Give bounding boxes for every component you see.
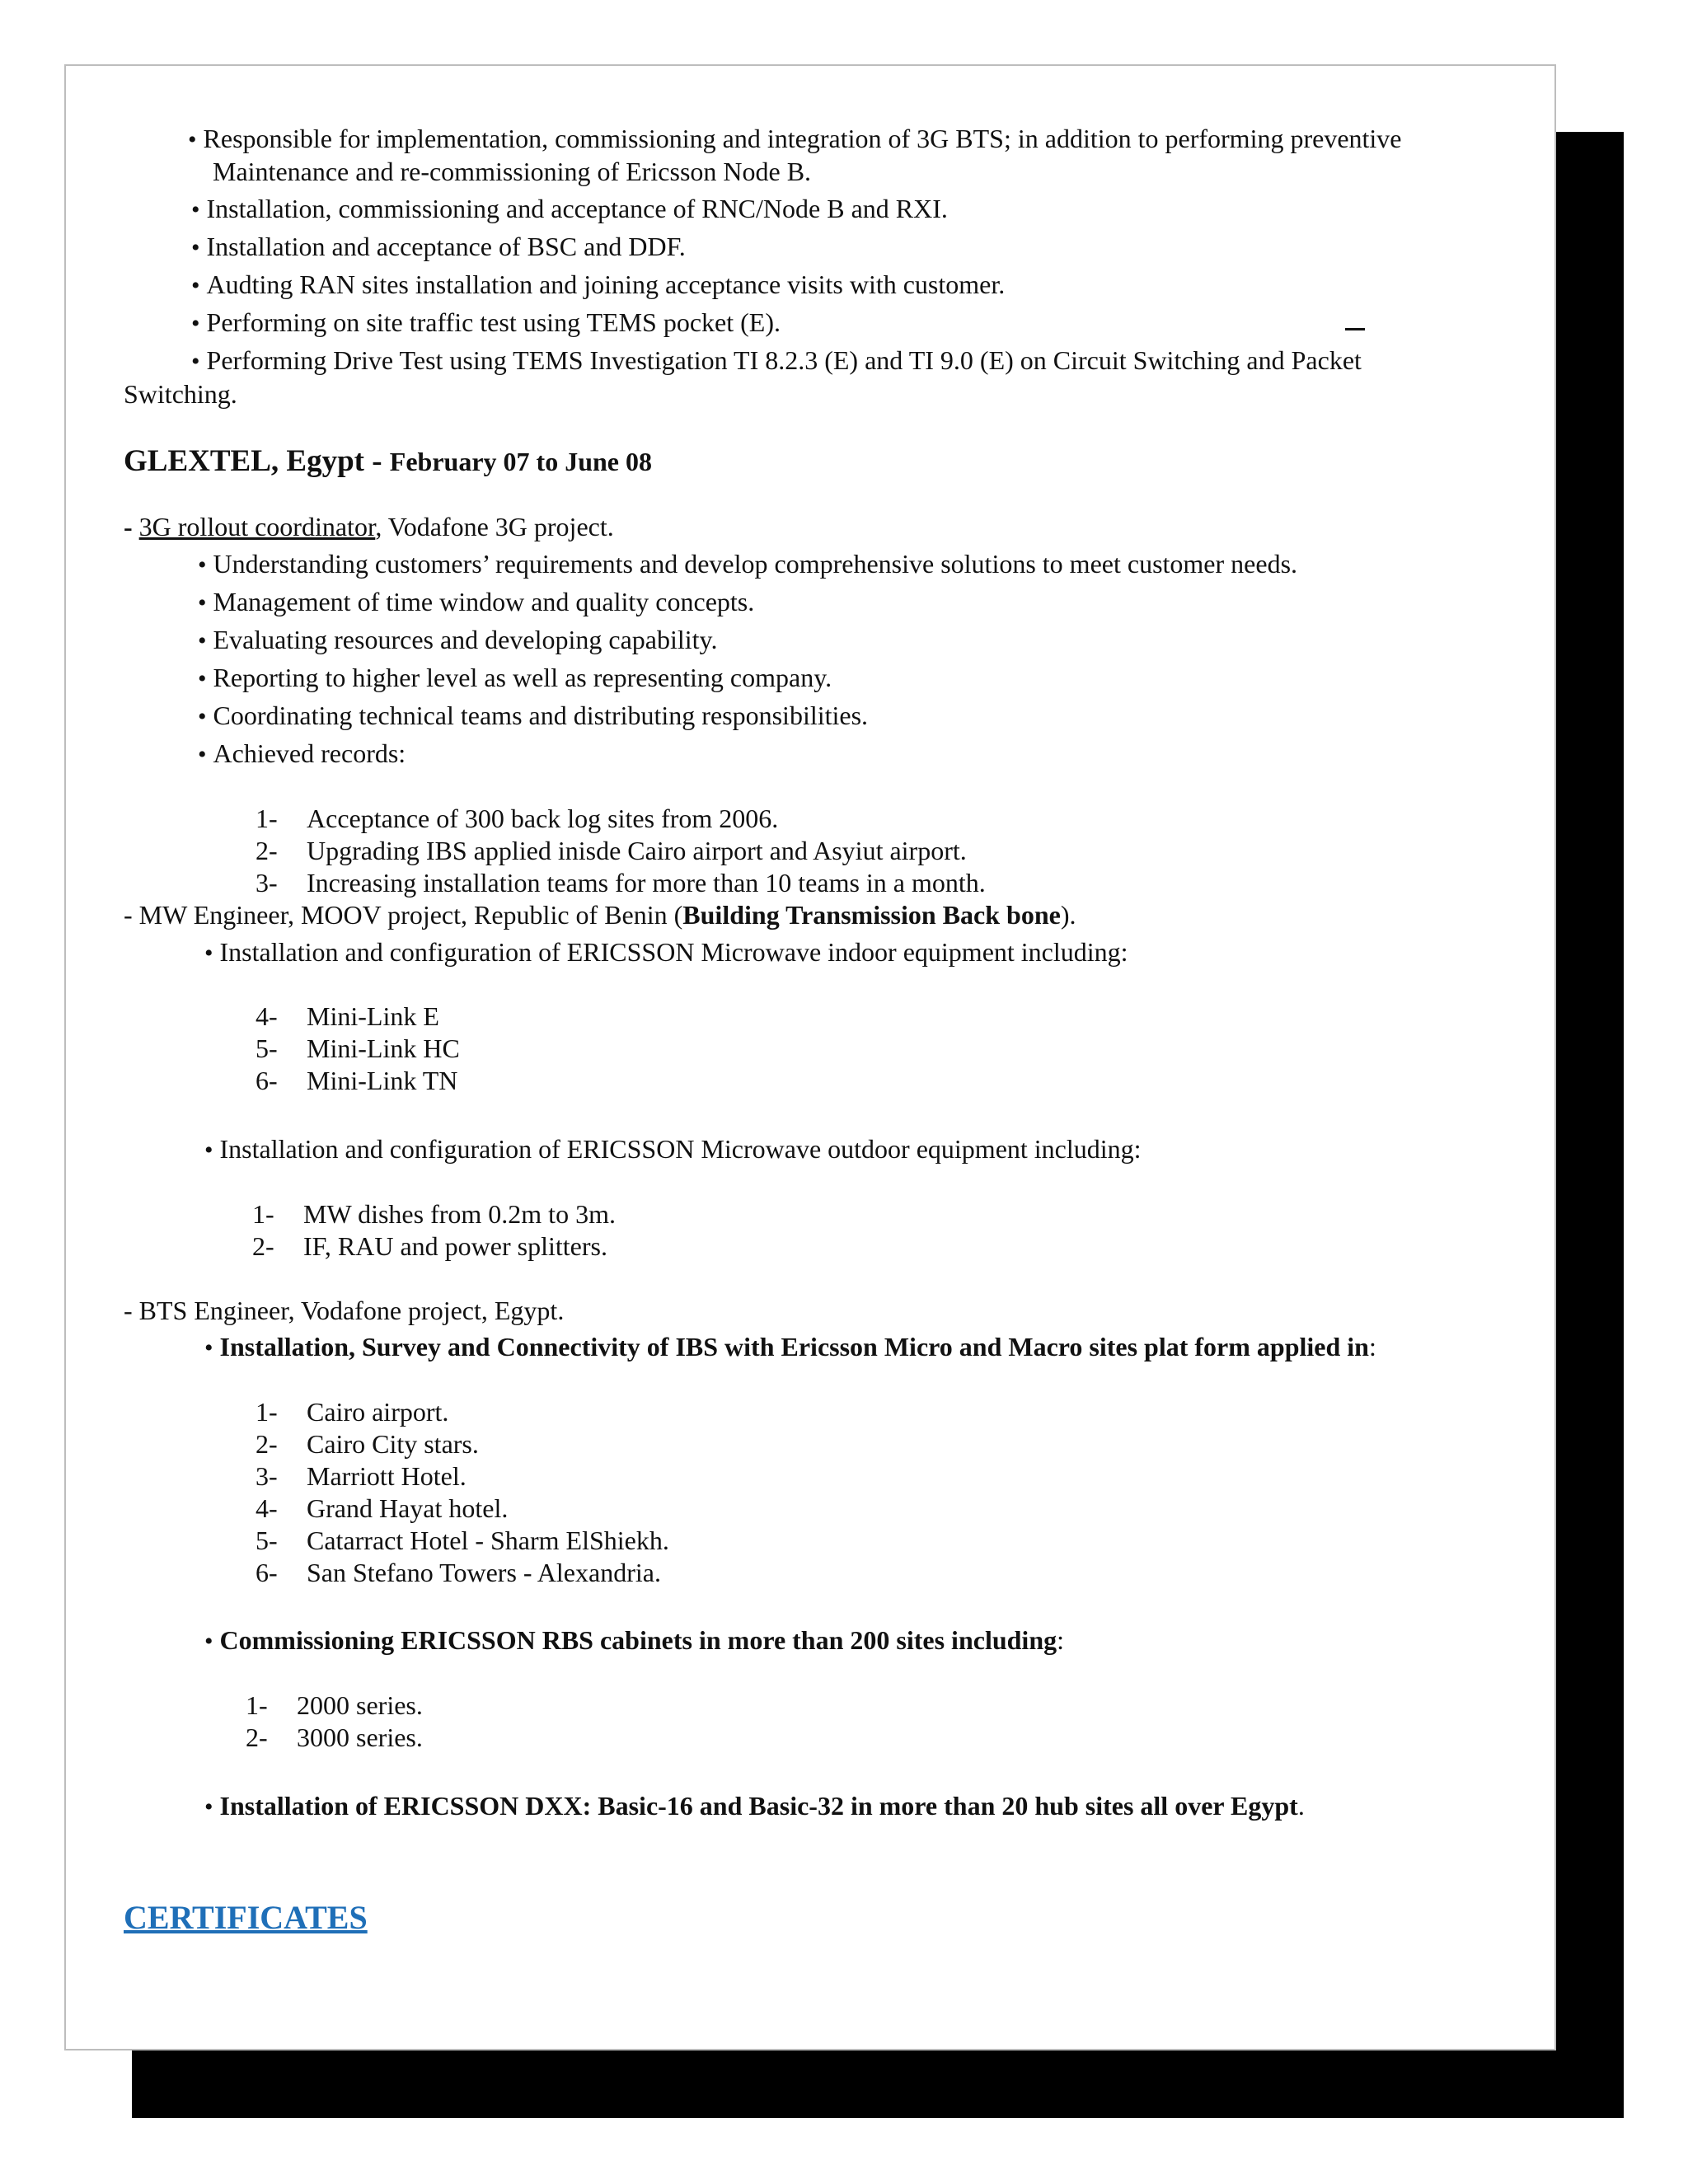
bullet-outdoor-equipment: • Installation and configuration of ERICSSON Microwave outdoor equipment including:: [204, 1132, 1142, 1167]
numbered-item: 2- IF, RAU and power splitters.: [252, 1231, 607, 1261]
list-item: • Coordinating technical teams and distributing responsibilities.: [198, 699, 868, 733]
list-item: • Evaluating resources and developing capability.: [198, 623, 717, 658]
list-item: • Understanding customers’ requirements and develop comprehensive solutions to meet customer needs.: [198, 547, 1297, 582]
numbered-item: 1- MW dishes from 0.2m to 3m.: [252, 1199, 616, 1229]
role-mw-engineer: - MW Engineer, MOOV project, Republic of Benin (Building Transmission Back bone).: [124, 900, 1076, 930]
numbered-item: 5- Catarract Hotel - Sharm ElShiekh.: [256, 1526, 669, 1555]
bullet-drive-test-cont: Switching.: [124, 379, 237, 409]
bullet-dxx-installation: • Installation of ERICSSON DXX: Basic-16 and Basic-32 in more than 20 hub sites all over Egypt.: [204, 1789, 1305, 1824]
bullet-installation-bsc: • Installation and acceptance of BSC and DDF.: [191, 230, 686, 265]
bullet-responsible-cont: Maintenance and re-commissioning of Ericsson Node B.: [213, 157, 812, 186]
certificates-heading[interactable]: CERTIFICATES: [124, 1899, 368, 1936]
list-item: • Achieved records:: [198, 737, 406, 771]
numbered-item: 6- Mini-Link TN: [256, 1066, 458, 1095]
numbered-item: 1- 2000 series.: [246, 1690, 423, 1720]
numbered-item: 3- Marriott Hotel.: [256, 1461, 467, 1491]
numbered-item: 2- Upgrading IBS applied inisde Cairo airport and Asyiut airport.: [256, 836, 967, 865]
numbered-item: 1- Acceptance of 300 back log sites from 2006.: [256, 804, 779, 833]
bullet-drive-test: • Performing Drive Test using TEMS Investigation TI 8.2.3 (E) and TI 9.0 (E) on Circuit Switching and Packet: [191, 344, 1362, 378]
numbered-item: 6- San Stefano Towers - Alexandria.: [256, 1558, 661, 1587]
bullet-responsible: • Responsible for implementation, commissioning and integration of 3G BTS; in addition to performing preventive: [188, 122, 1402, 157]
list-item: • Reporting to higher level as well as representing company.: [198, 661, 832, 696]
list-item: • Management of time window and quality concepts.: [198, 585, 754, 620]
stray-dash-mark: [1345, 328, 1365, 330]
bullet-ibs-connectivity: • Installation, Survey and Connectivity of IBS with Ericsson Micro and Macro sites plat form applied in:: [204, 1330, 1376, 1365]
numbered-item: 2- 3000 series.: [246, 1722, 423, 1752]
numbered-item: 5- Mini-Link HC: [256, 1033, 460, 1063]
bullet-installation-rnc: • Installation, commissioning and acceptance of RNC/Node B and RXI.: [191, 192, 948, 227]
numbered-item: 3- Increasing installation teams for more than 10 teams in a month.: [256, 868, 986, 898]
bullet-rbs-commissioning: • Commissioning ERICSSON RBS cabinets in more than 200 sites including:: [204, 1624, 1064, 1658]
company-heading: GLEXTEL, Egypt - February 07 to June 08: [124, 444, 652, 478]
numbered-item: 1- Cairo airport.: [256, 1397, 449, 1427]
bullet-traffic-test: • Performing on site traffic test using TEMS pocket (E).: [191, 306, 781, 340]
numbered-item: 2- Cairo City stars.: [256, 1429, 479, 1459]
role-rollout-coordinator: - 3G rollout coordinator, Vodafone 3G project.: [124, 512, 614, 541]
bullet-auditing: • Audting RAN sites installation and joining acceptance visits with customer.: [191, 268, 1005, 302]
numbered-item: 4- Mini-Link E: [256, 1001, 439, 1031]
numbered-item: 4- Grand Hayat hotel.: [256, 1493, 509, 1523]
bullet-indoor-equipment: • Installation and configuration of ERICSSON Microwave indoor equipment including:: [204, 935, 1128, 970]
role-bts-engineer: - BTS Engineer, Vodafone project, Egypt.: [124, 1296, 565, 1325]
